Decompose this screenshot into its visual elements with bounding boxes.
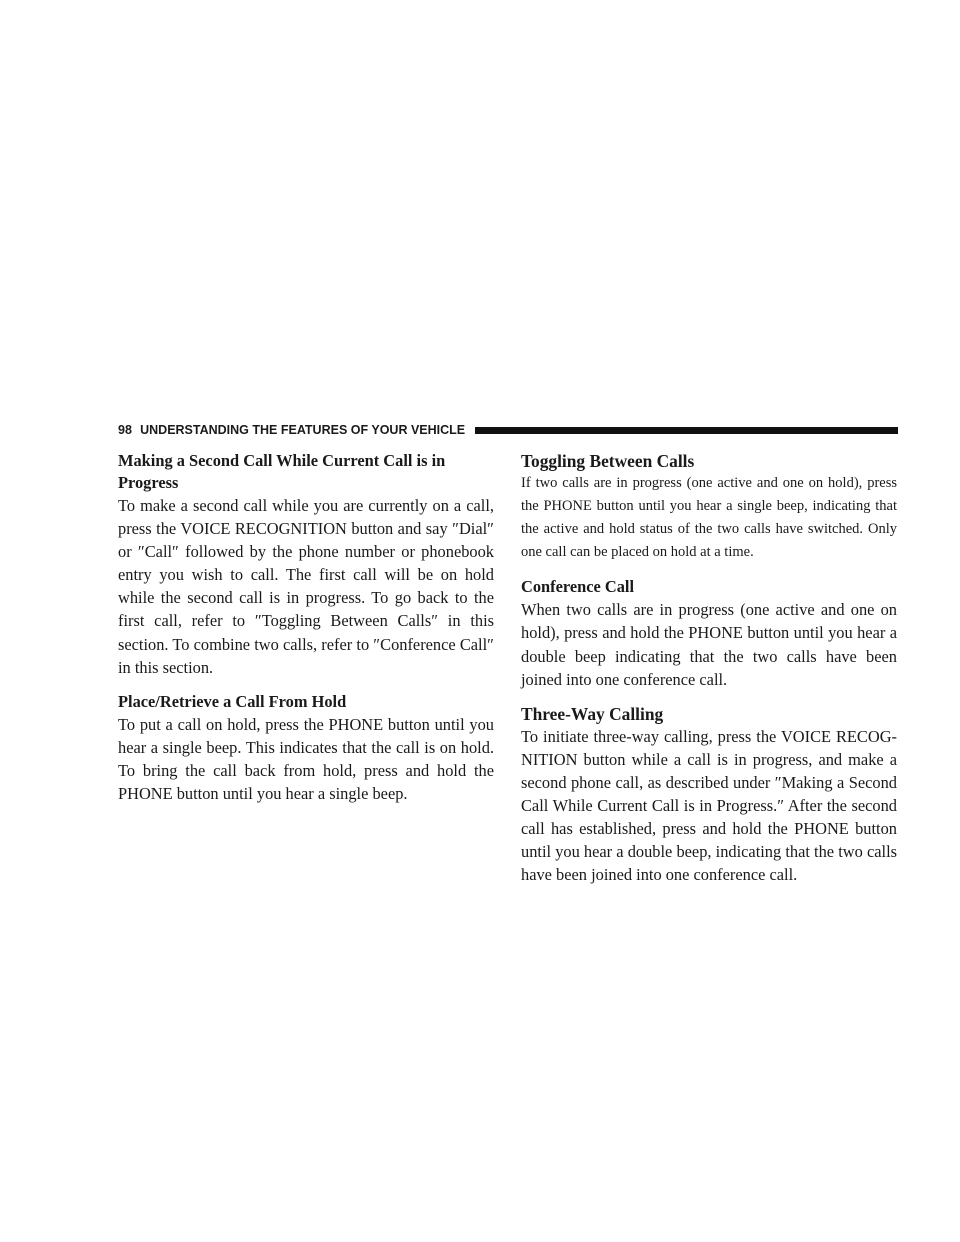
paragraph-three-way-calling: To initiate three-way calling, press the VOICE RECOG-NITION button while a call is in progress, and make a second phone call, as described under ″Making a Second Call While Current Call is in Progress.″ After the second call has established, press and hold the PHONE button until you hear a double beep, indicating that the two calls have been joined into one conference call. [521,726,897,885]
heading-making-second-call: Making a Second Call While Current Call is in Progress [118,451,446,492]
heading-place-retrieve-hold: Place/Retrieve a Call From Hold [118,691,347,711]
paragraph-place-retrieve-hold: To put a call on hold, press the PHONE button until you hear a single beep. This indicates that the call is on hold. To bring the call back from hold, press and hold the PHONE button until you hear a single beep. [118,714,494,804]
header-rule [475,427,898,434]
page-header [118,422,898,438]
section-conference-call [521,576,897,690]
right-column [521,450,897,898]
heading-toggling-between-calls: Toggling Between Calls [521,451,695,471]
section-toggling-between-calls [521,450,897,564]
paragraph-conference-call: When two calls are in progress (one active and one on hold), press and hold the PHONE button until you hear a double beep indicating that the two calls have been joined into one conference call. [521,600,897,689]
section-place-retrieve-hold [118,691,494,805]
section-making-second-call [118,450,494,679]
page-number: 98 [118,423,133,437]
paragraph-making-second-call: To make a second call while you are currently on a call, press the VOICE RECOGNITION button and say ″Dial″ or ″Call″ followed by the phone number or phonebook entry you wish to call. The first call will be on hold while the second call is in progress. To go back to the first call, refer to ″Toggling Between Calls″ in this section. To combine two calls, refer to ″Conference Call″ in this section. [118,496,494,677]
section-title: UNDERSTANDING THE FEATURES OF YOUR VEHICLE [140,423,466,437]
heading-three-way-calling: Three-Way Calling [521,703,664,724]
heading-conference-call: Conference Call [521,577,635,597]
section-three-way-calling [521,703,897,887]
paragraph-toggling-between-calls: If two calls are in progress (one active and one on hold), press the PHONE button until you hear a single beep, indicating that the active and hold status of the two calls have switched. Only one call can be placed on hold at a time. [521,475,897,561]
left-column [118,450,494,817]
